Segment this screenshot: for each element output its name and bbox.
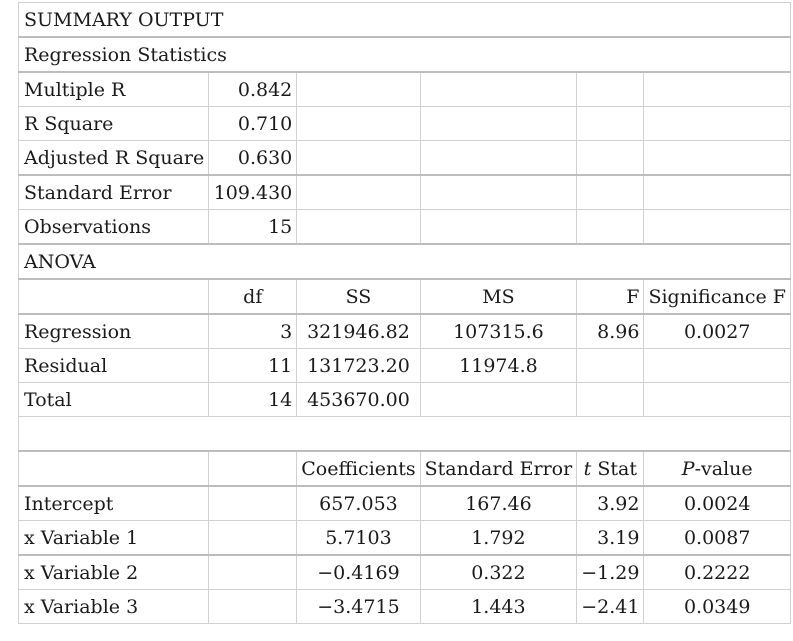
- empty-cell[interactable]: [209, 521, 297, 556]
- anova-row: [19, 383, 791, 417]
- anova-df[interactable]: 14: [209, 383, 297, 417]
- empty-cell[interactable]: [577, 141, 644, 176]
- summary-title-row: [19, 3, 791, 38]
- empty-cell[interactable]: [19, 451, 209, 486]
- p-value-italic: P: [681, 457, 695, 480]
- anova-ms[interactable]: 11974.8: [420, 349, 577, 383]
- stat-label[interactable]: Standard Error: [19, 175, 209, 210]
- anova-f[interactable]: 8.96: [577, 314, 644, 349]
- empty-cell[interactable]: [420, 175, 577, 210]
- coefficient-row: [19, 521, 791, 556]
- anova-heading[interactable]: ANOVA: [19, 244, 791, 279]
- coef-header-p-value[interactable]: [644, 451, 791, 486]
- anova-row-label[interactable]: Residual: [19, 349, 209, 383]
- anova-row: [19, 349, 791, 383]
- anova-ms[interactable]: [420, 383, 577, 417]
- coef-row-label[interactable]: x Variable 2: [19, 555, 209, 590]
- anova-f[interactable]: [577, 383, 644, 417]
- empty-cell[interactable]: [577, 175, 644, 210]
- anova-df[interactable]: 3: [209, 314, 297, 349]
- coef-value[interactable]: 657.053: [297, 486, 420, 521]
- stat-value[interactable]: 0.842: [209, 72, 297, 107]
- anova-row-label[interactable]: Total: [19, 383, 209, 417]
- empty-cell[interactable]: [577, 72, 644, 107]
- coefficient-row: [19, 486, 791, 521]
- coefficient-row: [19, 555, 791, 590]
- anova-significance-f[interactable]: 0.0027: [644, 314, 791, 349]
- coef-header-standard-error[interactable]: Standard Error: [420, 451, 577, 486]
- stat-label[interactable]: Adjusted R Square: [19, 141, 209, 176]
- coef-p-value[interactable]: 0.0349: [644, 590, 791, 624]
- empty-cell[interactable]: [420, 72, 577, 107]
- anova-header-significance-f[interactable]: Significance F: [644, 279, 791, 314]
- stat-label[interactable]: Multiple R: [19, 72, 209, 107]
- empty-cell[interactable]: [644, 210, 791, 245]
- t-stat-rest: Stat: [591, 457, 637, 480]
- coef-standard-error[interactable]: 0.322: [420, 555, 577, 590]
- empty-cell[interactable]: [209, 590, 297, 624]
- stat-row: [19, 175, 791, 210]
- stat-label[interactable]: R Square: [19, 107, 209, 141]
- stat-row: [19, 72, 791, 107]
- stat-label[interactable]: Observations: [19, 210, 209, 245]
- coef-p-value[interactable]: 0.0087: [644, 521, 791, 556]
- anova-header-row: [19, 279, 791, 314]
- coef-p-value[interactable]: 0.0024: [644, 486, 791, 521]
- empty-cell[interactable]: [19, 279, 209, 314]
- empty-cell[interactable]: [297, 175, 420, 210]
- stat-value[interactable]: 15: [209, 210, 297, 245]
- anova-header-ss[interactable]: SS: [297, 279, 420, 314]
- coef-value[interactable]: 5.7103: [297, 521, 420, 556]
- anova-ss[interactable]: 131723.20: [297, 349, 420, 383]
- anova-ms[interactable]: 107315.6: [420, 314, 577, 349]
- empty-cell[interactable]: [297, 107, 420, 141]
- coef-row-label[interactable]: x Variable 1: [19, 521, 209, 556]
- coef-t-stat[interactable]: −1.29: [577, 555, 644, 590]
- empty-cell[interactable]: [644, 141, 791, 176]
- empty-cell[interactable]: [209, 486, 297, 521]
- stat-row: [19, 107, 791, 141]
- empty-cell[interactable]: [577, 210, 644, 245]
- coef-row-label[interactable]: x Variable 3: [19, 590, 209, 624]
- coefficients-header-row: [19, 451, 791, 486]
- coefficient-row: [19, 590, 791, 624]
- coef-t-stat[interactable]: 3.19: [577, 521, 644, 556]
- stat-row: [19, 210, 791, 245]
- coef-standard-error[interactable]: 1.792: [420, 521, 577, 556]
- empty-cell[interactable]: [209, 451, 297, 486]
- t-stat-italic: t: [583, 457, 592, 480]
- anova-f[interactable]: [577, 349, 644, 383]
- p-value-rest: -value: [694, 457, 753, 480]
- anova-header-f[interactable]: F: [577, 279, 644, 314]
- anova-row: [19, 314, 791, 349]
- regression-statistics-heading-row: [19, 37, 791, 72]
- coef-standard-error[interactable]: 1.443: [420, 590, 577, 624]
- stat-value[interactable]: 0.710: [209, 107, 297, 141]
- anova-row-label[interactable]: Regression: [19, 314, 209, 349]
- coef-header-coefficients[interactable]: Coefficients: [297, 451, 420, 486]
- coef-t-stat[interactable]: 3.92: [577, 486, 644, 521]
- regression-summary-table: [18, 2, 791, 624]
- anova-ss[interactable]: 453670.00: [297, 383, 420, 417]
- anova-heading-row: [19, 244, 791, 279]
- empty-cell[interactable]: [577, 107, 644, 141]
- summary-title[interactable]: SUMMARY OUTPUT: [19, 3, 791, 38]
- empty-cell[interactable]: [209, 555, 297, 590]
- anova-df[interactable]: 11: [209, 349, 297, 383]
- regression-statistics-heading[interactable]: Regression Statistics: [19, 37, 791, 72]
- stat-value[interactable]: 109.430: [209, 175, 297, 210]
- empty-cell[interactable]: [644, 72, 791, 107]
- empty-cell[interactable]: [19, 417, 791, 452]
- anova-header-df[interactable]: df: [209, 279, 297, 314]
- empty-cell[interactable]: [297, 210, 420, 245]
- empty-cell[interactable]: [420, 141, 577, 176]
- empty-cell[interactable]: [644, 175, 791, 210]
- coef-t-stat[interactable]: −2.41: [577, 590, 644, 624]
- coef-p-value[interactable]: 0.2222: [644, 555, 791, 590]
- anova-ss[interactable]: 321946.82: [297, 314, 420, 349]
- empty-cell[interactable]: [297, 72, 420, 107]
- stat-value[interactable]: 0.630: [209, 141, 297, 176]
- anova-header-ms[interactable]: MS: [420, 279, 577, 314]
- empty-cell[interactable]: [297, 141, 420, 176]
- coef-standard-error[interactable]: 167.46: [420, 486, 577, 521]
- empty-cell[interactable]: [420, 107, 577, 141]
- coef-value[interactable]: −0.4169: [297, 555, 420, 590]
- coef-row-label[interactable]: Intercept: [19, 486, 209, 521]
- empty-cell[interactable]: [644, 107, 791, 141]
- coef-value[interactable]: −3.4715: [297, 590, 420, 624]
- coef-header-t-stat[interactable]: [577, 451, 644, 486]
- empty-cell[interactable]: [420, 210, 577, 245]
- blank-row: [19, 417, 791, 452]
- stat-row: [19, 141, 791, 176]
- anova-significance-f[interactable]: [644, 383, 791, 417]
- anova-significance-f[interactable]: [644, 349, 791, 383]
